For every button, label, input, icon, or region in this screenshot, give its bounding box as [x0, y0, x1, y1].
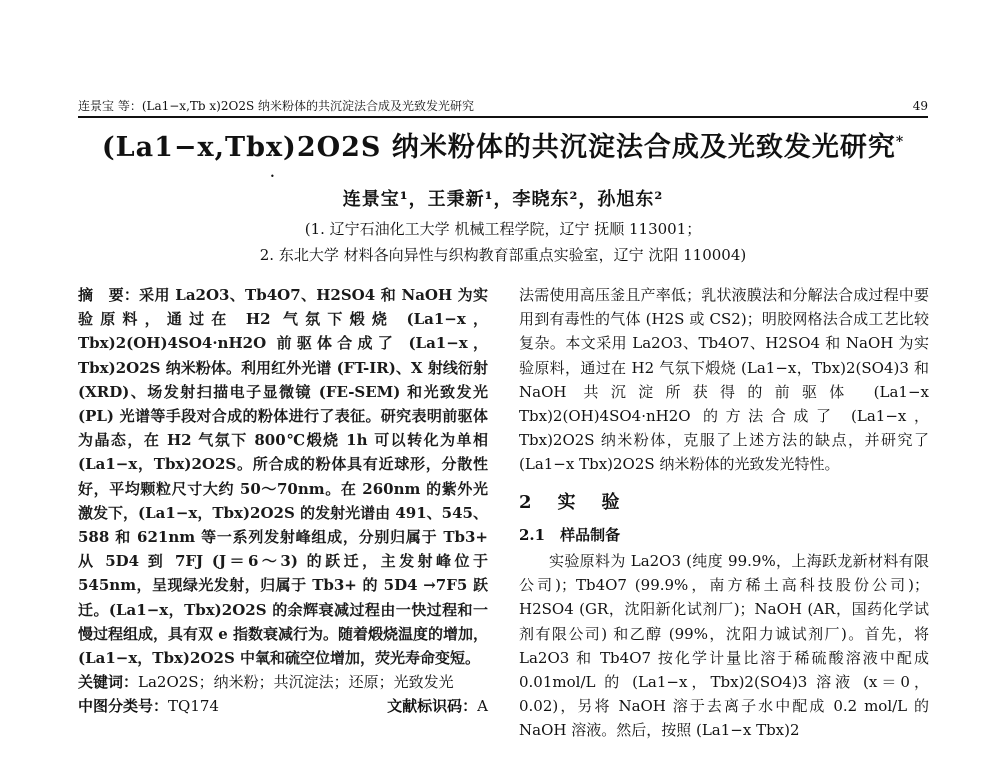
- section-2-heading: 2 实 验: [519, 491, 624, 513]
- author-list: 连景宝¹，王秉新¹，李晓东²，孙旭东²: [342, 189, 664, 210]
- affiliation-2: 2. 东北大学 材料各向异性与织构教育部重点实验室，辽宁 沈阳 110004): [259, 246, 747, 264]
- paper-title-text: (La1−x,Tbx)2O2S 纳米粉体的共沉淀法合成及光致发光研究: [101, 132, 896, 163]
- right-column: [519, 283, 929, 743]
- subsection-2-1-heading: 2.1 样品制备: [519, 525, 621, 544]
- classification-value: TQ174: [168, 697, 219, 716]
- paper-title: [78, 122, 928, 168]
- left-column: [78, 283, 488, 719]
- page-number: 49: [912, 99, 928, 113]
- running-header-text: 连景宝 等：(La1−x,Tb x)2O2S 纳米粉体的共沉淀法合成及光致发光研究: [78, 99, 474, 113]
- keywords-label: 关键词：: [78, 673, 139, 692]
- title-footnote-mark: *: [895, 134, 905, 150]
- affiliation-1: (1. 辽宁石油化工大学 机械工程学院，辽宁 抚顺 113001；: [304, 220, 702, 238]
- keywords: [78, 670, 488, 694]
- section-2-1-paragraph: 实验原料为 La2O3 (纯度 99.9%，上海跃龙新材料有限公司)；Tb4O7 (99.9%，南方稀土高科技股份公司)；H2SO4 (GR，沈阳新化试剂厂)；NaOH (AR，国药化学试剂有限公司) 和乙醇 (99%，沈阳力诚试剂厂)。首先，将 La2O3 和 Tb4O7 按化学计量比溶于稀硫酸溶液中配成 0.01mol/L 的 (La1−x，Tbx)2(SO4)3 溶液 (x＝0，0.02)，另将 NaOH 溶于去离子水中配成 0.2 mol/L 的 NaOH 溶液。然后，按照 (La1−x Tbx)2: [519, 552, 929, 740]
- document-code: [387, 694, 488, 718]
- abstract-text: 采用 La2O3、Tb4O7、H2SO4 和 NaOH 为实验原料，通过在 H2 气氛下煅烧 (La1−x，Tbx)2(OH)4SO4·nH2O 前驱体合成了 (La1−x，Tbx)2O2S 纳米粉体。利用红外光谱 (FT-IR)、X 射线衍射 (XRD)、场发射扫描电子显微镜 (FE-SEM) 和光致发光 (PL) 光谱等手段对合成的粉体进行了表征。研究表明前驱体为晶态，在 H2 气氛下 800℃煅烧 1h 可以转化为单相 (La1−x，Tbx)2O2S。所合成的粉体具有近球形，分散性好，平均颗粒尺寸大约 50～70nm。在 260nm 的紫外光激发下，(La1−x，Tbx)2O2S 的发射光谱由 491、545、588 和 621nm 等一系列发射峰组成，分别归属于 Tb3+ 从 5D4 到 7FJ (J＝6～3) 的跃迁，主发射峰位于 545nm，呈现绿光发射，归属于 Tb3+ 的 5D4 →7F5 跃迁。(La1−x，Tbx)2O2S 的余辉衰减过程由一快过程和一慢过程组成，具有双 e 指数衰减行为。随着煅烧温度的增加，(La1−x，Tbx)2O2S 中氧和硫空位增加，荧光寿命变短。: [78, 286, 488, 668]
- document-code-value: A: [477, 697, 488, 716]
- abstract-label: 摘 要：: [78, 286, 140, 304]
- keywords-text: La2O2S；纳米粉；共沉淀法；还原；光致发光: [138, 673, 454, 692]
- document-code-label: 文献标识码：: [387, 697, 478, 716]
- classification: [78, 694, 488, 718]
- running-header: [78, 98, 928, 118]
- abstract: [78, 283, 488, 670]
- classification-label: 中图分类号：: [78, 697, 169, 716]
- intro-paragraph: 法需使用高压釜且产率低；乳状液膜法和分解法合成过程中要用到有毒性的气体 (H2S 或 CS2)；明胶网格法合成工艺比较复杂。本文采用 La2O3、Tb4O7、H2SO4 和 NaOH 为实验原料，通过在 H2 气氛下煅烧 (La1−x，Tbx)2(SO4)3 和 NaOH 共沉淀所获得的前驱体 (La1−x Tbx)2(OH)4SO4·nH2O 的方法合成了 (La1−x，Tbx)2O2S 纳米粉体，克服了上述方法的缺点，并研究了 (La1−x Tbx)2O2S 纳米粉体的光致发光特性。: [519, 286, 929, 474]
- stray-dot: •: [270, 172, 275, 181]
